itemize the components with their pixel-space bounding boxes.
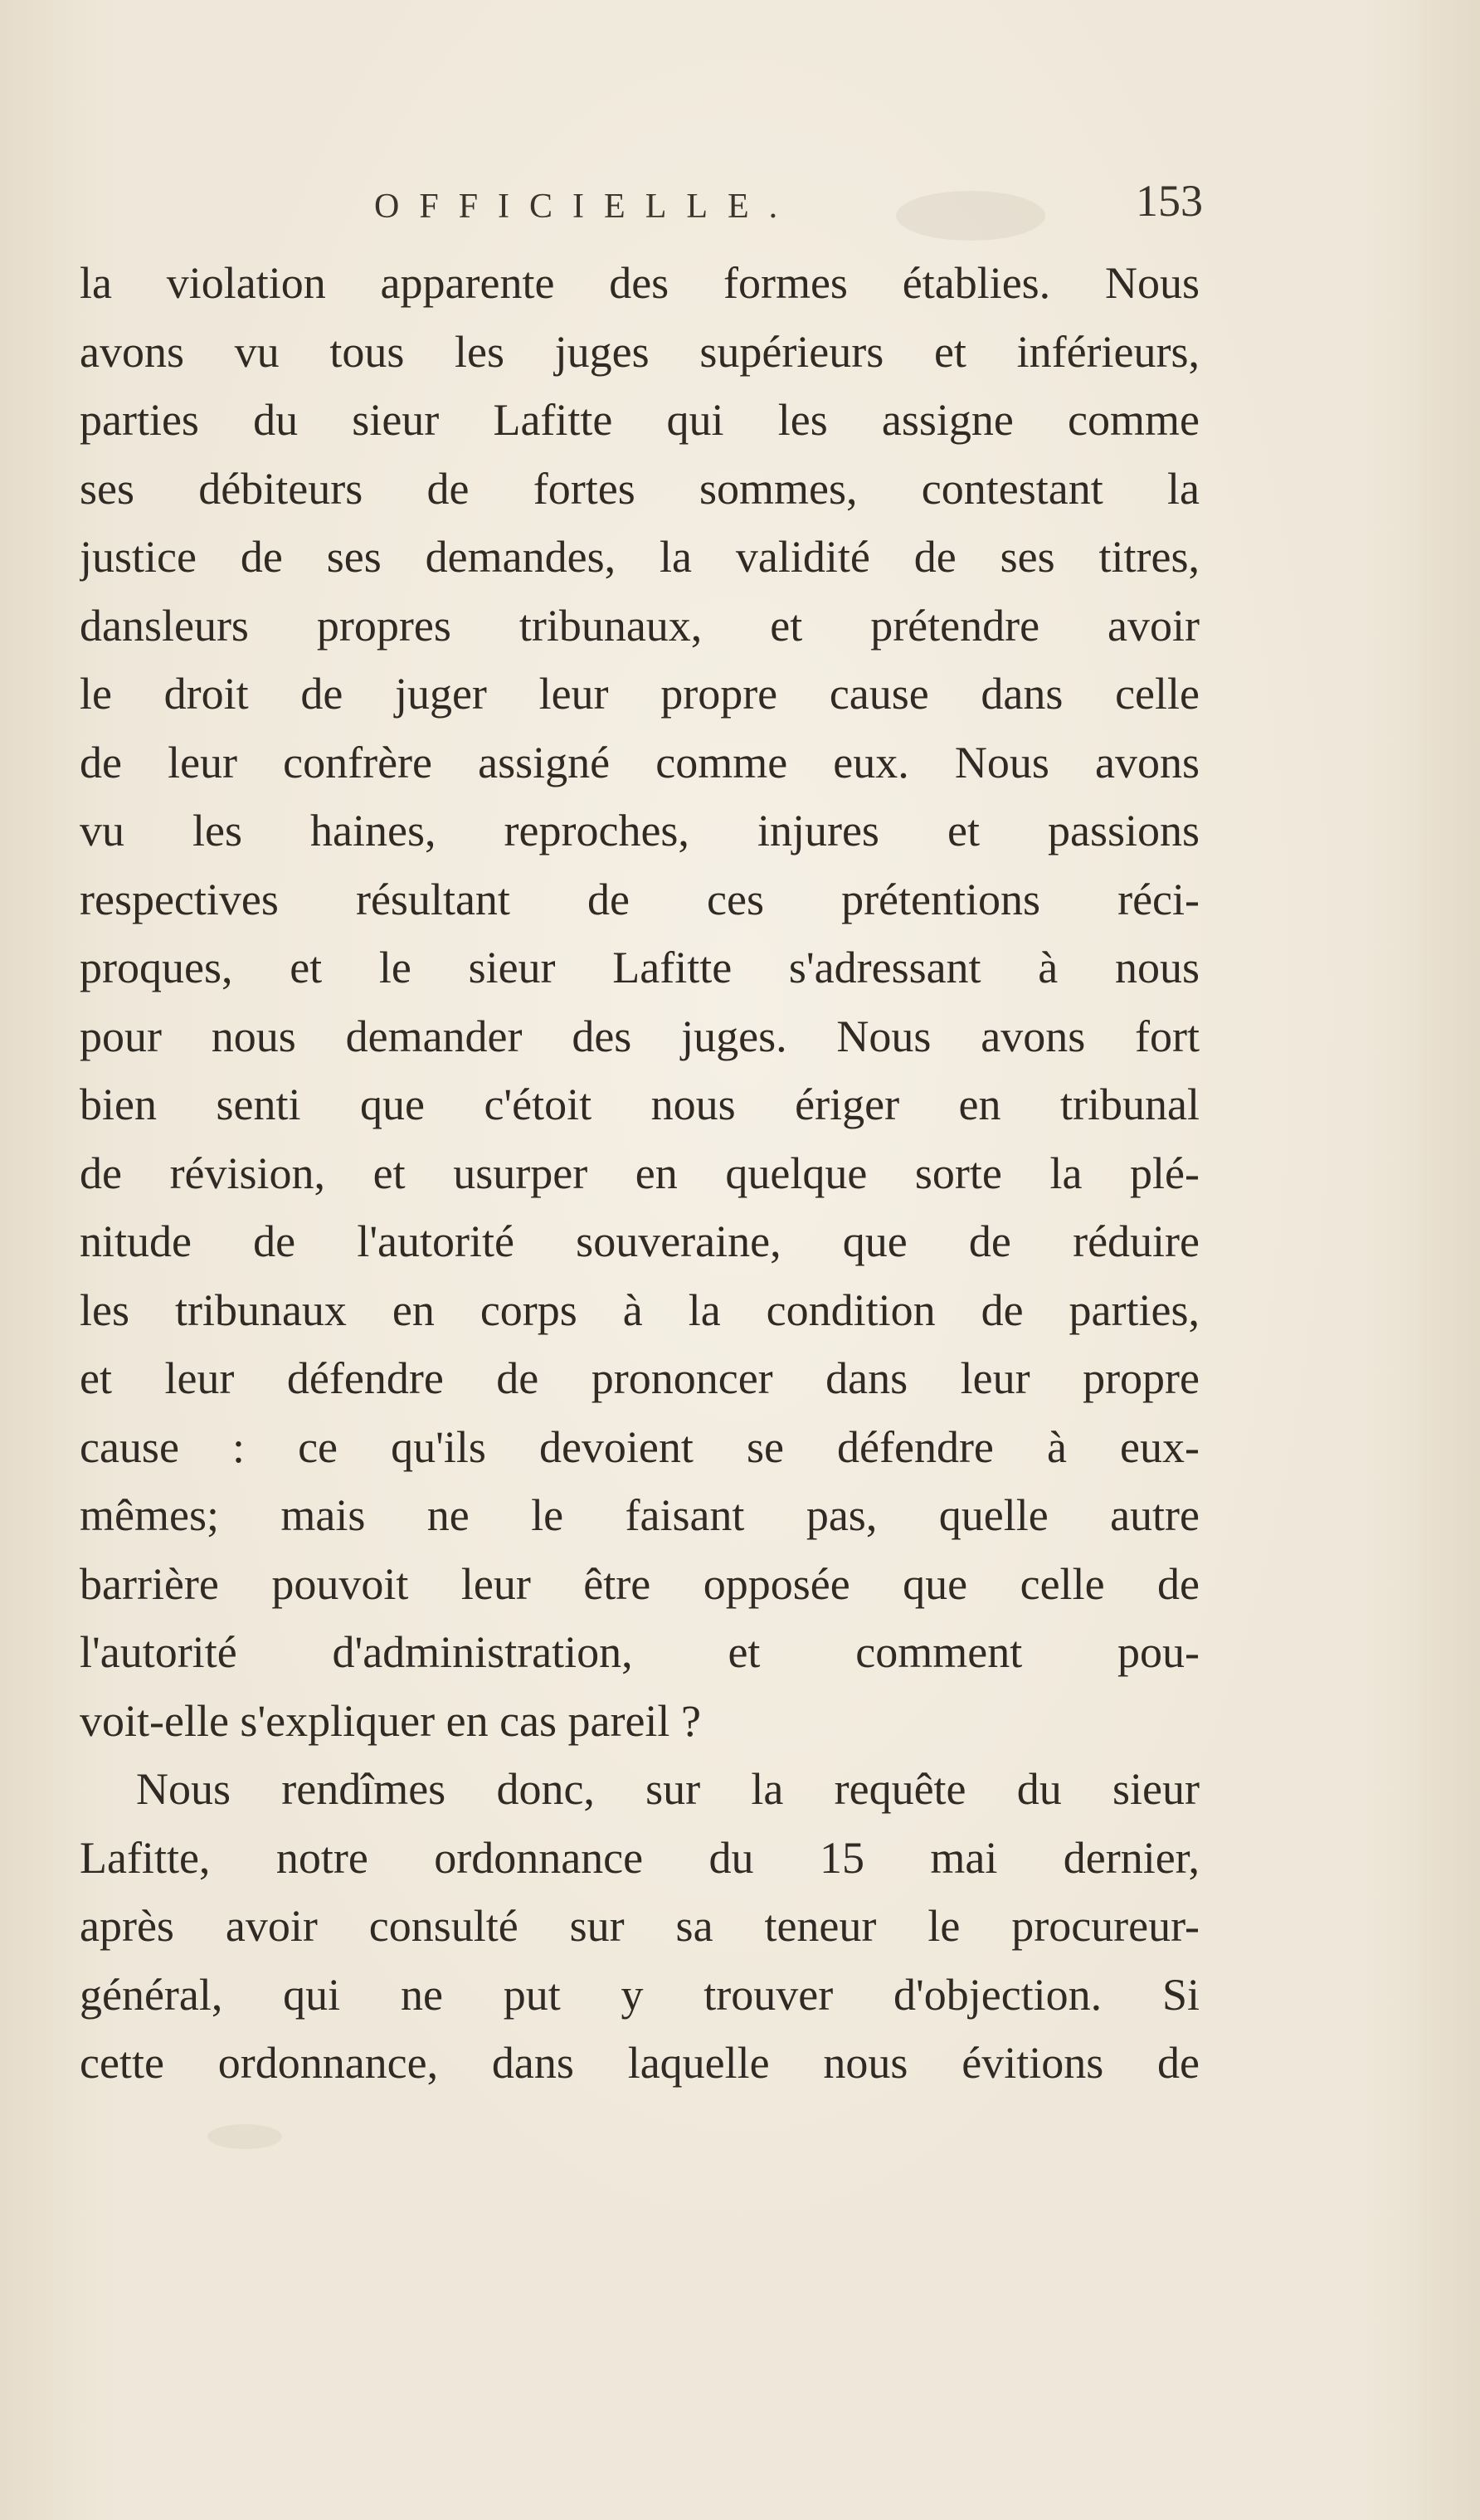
text-line: barrière pouvoit leur être opposée que celle de [80, 1558, 1200, 1609]
page-number: 153 [1136, 176, 1203, 226]
text-line: vu les haines, reproches, injures et passions [80, 806, 1200, 855]
text-line: après avoir consulté sur sa teneur le procureur- [80, 1901, 1200, 1951]
text-line: de leur confrère assigné comme eux. Nous avons [80, 737, 1200, 787]
text-line: dansleurs propres tribunaux, et prétendre avoir [80, 600, 1200, 651]
text-line: cette ordonnance, dans laquelle nous évitions de [80, 2038, 1200, 2088]
page-smudge [207, 2124, 282, 2149]
text-line: voit-elle s'expliquer en cas pareil ? [80, 1695, 701, 1746]
text-line: général, qui ne put y trouver d'objection. Si [80, 1969, 1200, 2020]
text-line: cause : ce qu'ils devoient se défendre à eux- [80, 1421, 1200, 1472]
running-head [80, 170, 1203, 236]
text-line: nitude de l'autorité souveraine, que de réduire [80, 1216, 1200, 1266]
text-line: le droit de juger leur propre cause dans celle [80, 669, 1200, 719]
text-line: mêmes; mais ne le faisant pas, quelle autre [80, 1490, 1200, 1540]
text-line: la violation apparente des formes établies. Nous [80, 258, 1200, 308]
text-line: respectives résultant de ces prétentions réci- [80, 874, 1200, 924]
text-line: avons vu tous les juges supérieurs et inférieurs, [80, 326, 1200, 377]
body-text [80, 249, 1200, 2098]
text-line: ses débiteurs de fortes sommes, contestant la [80, 463, 1200, 514]
text-line: bien senti que c'étoit nous ériger en tribunal [80, 1080, 1200, 1129]
text-line: les tribunaux en corps à la condition de parties, [80, 1284, 1200, 1335]
text-line: justice de ses demandes, la validité de ses titres, [80, 532, 1200, 582]
running-title: OFFICIELLE. [374, 188, 798, 226]
text-line: proques, et le sieur Lafitte s'adressant à nous [80, 943, 1200, 992]
text-line: de révision, et usurper en quelque sorte la plé- [80, 1148, 1200, 1198]
text-line: pour nous demander des juges. Nous avons fort [80, 1011, 1200, 1061]
text-line: Nous rendîmes donc, sur la requête du sieur [136, 1764, 1200, 1814]
text-line: parties du sieur Lafitte qui les assigne comme [80, 395, 1200, 445]
text-line: et leur défendre de prononcer dans leur propre [80, 1353, 1200, 1403]
text-line: Lafitte, notre ordonnance du 15 mai dernier, [80, 1832, 1200, 1883]
text-line: l'autorité d'administration, et comment pou- [80, 1627, 1200, 1677]
